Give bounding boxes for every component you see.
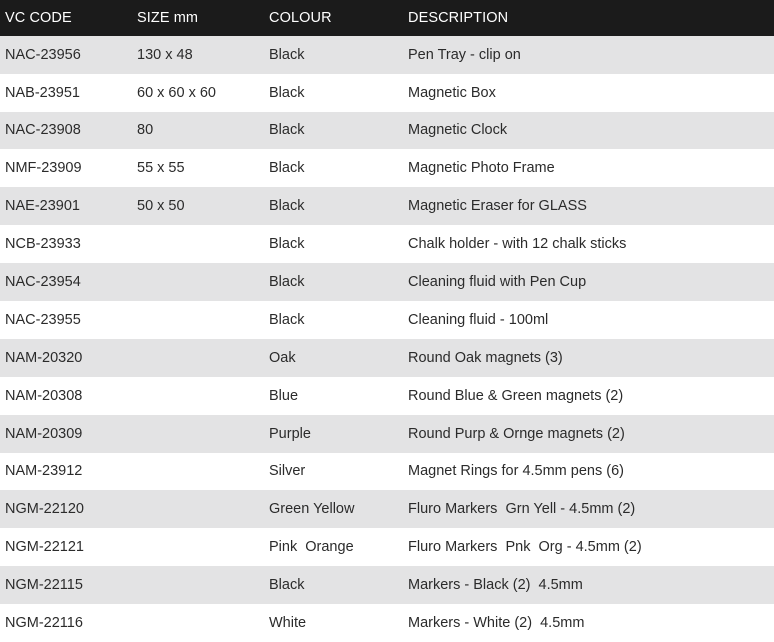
- cell-colour: Black: [269, 122, 305, 139]
- table-row: [0, 74, 774, 112]
- table-row: [0, 112, 774, 150]
- table-row: [0, 149, 774, 187]
- cell-description: Round Oak magnets (3): [408, 349, 563, 366]
- cell-description: Round Blue & Green magnets (2): [408, 387, 624, 404]
- table-row: [0, 36, 774, 74]
- table-row: [0, 453, 774, 491]
- cell-code: NAM-23912: [5, 463, 83, 480]
- cell-code: NMF-23909: [5, 160, 82, 177]
- cell-description: Round Purp & Ornge magnets (2): [408, 425, 625, 442]
- cell-code: NGM-22120: [5, 501, 84, 518]
- cell-colour: Black: [269, 160, 305, 177]
- cell-code: NAC-23908: [5, 122, 81, 139]
- cell-code: NGM-22121: [5, 539, 84, 556]
- table-row: [0, 339, 774, 377]
- cell-description: Markers - White (2) 4.5mm: [408, 615, 585, 632]
- cell-code: NCB-23933: [5, 236, 81, 253]
- cell-colour: Black: [269, 46, 305, 63]
- cell-colour: Black: [269, 311, 305, 328]
- cell-size: 60 x 60 x 60: [137, 84, 216, 101]
- cell-description: Magnet Rings for 4.5mm pens (6): [408, 463, 624, 480]
- cell-code: NAB-23951: [5, 84, 80, 101]
- table-row: [0, 301, 774, 339]
- cell-colour: White: [269, 615, 307, 632]
- table-row: [0, 528, 774, 566]
- cell-code: NAE-23901: [5, 198, 80, 215]
- table-row: [0, 377, 774, 415]
- table-row: [0, 263, 774, 301]
- cell-colour: Green Yellow: [269, 501, 355, 518]
- cell-colour: Pink Orange: [269, 539, 354, 556]
- cell-description: Fluro Markers Grn Yell - 4.5mm (2): [408, 501, 636, 518]
- cell-code: NGM-22116: [5, 615, 83, 632]
- cell-colour: Black: [269, 274, 305, 291]
- cell-description: Markers - Black (2) 4.5mm: [408, 577, 583, 594]
- cell-colour: Purple: [269, 425, 311, 442]
- cell-colour: Black: [269, 198, 305, 215]
- table-row: [0, 566, 774, 604]
- cell-colour: Oak: [269, 349, 296, 366]
- table-row: [0, 225, 774, 263]
- cell-description: Magnetic Clock: [408, 122, 508, 139]
- cell-size: 50 x 50: [137, 198, 185, 215]
- cell-code: NAC-23955: [5, 311, 81, 328]
- cell-code: NAM-20309: [5, 425, 83, 442]
- table-row: [0, 415, 774, 453]
- cell-size: 55 x 55: [137, 160, 185, 177]
- cell-code: NAC-23956: [5, 46, 81, 63]
- table-row: [0, 490, 774, 528]
- cell-description: Magnetic Box: [408, 84, 496, 101]
- header-code: VC CODE: [5, 9, 72, 26]
- cell-description: Fluro Markers Pnk Org - 4.5mm (2): [408, 539, 642, 556]
- cell-colour: Black: [269, 84, 305, 101]
- table-body: [0, 36, 774, 642]
- cell-description: Cleaning fluid - 100ml: [408, 311, 549, 328]
- cell-code: NAM-20320: [5, 349, 83, 366]
- header-size: SIZE mm: [137, 9, 199, 26]
- cell-colour: Black: [269, 236, 305, 253]
- cell-code: NAC-23954: [5, 274, 81, 291]
- cell-colour: Blue: [269, 387, 299, 404]
- cell-description: Cleaning fluid with Pen Cup: [408, 274, 587, 291]
- header-colour: COLOUR: [269, 9, 332, 26]
- header-description: DESCRIPTION: [408, 9, 509, 26]
- cell-colour: Black: [269, 577, 305, 594]
- table-row: [0, 187, 774, 225]
- cell-description: Magnetic Photo Frame: [408, 160, 555, 177]
- cell-description: Magnetic Eraser for GLASS: [408, 198, 587, 215]
- cell-size: 130 x 48: [137, 46, 193, 63]
- cell-description: Chalk holder - with 12 chalk sticks: [408, 236, 627, 253]
- cell-code: NAM-20308: [5, 387, 83, 404]
- table-header: [0, 0, 774, 36]
- cell-colour: Silver: [269, 463, 306, 480]
- cell-size: 80: [137, 122, 154, 139]
- table-row: [0, 604, 774, 642]
- cell-code: NGM-22115: [5, 577, 83, 594]
- cell-description: Pen Tray - clip on: [408, 46, 521, 63]
